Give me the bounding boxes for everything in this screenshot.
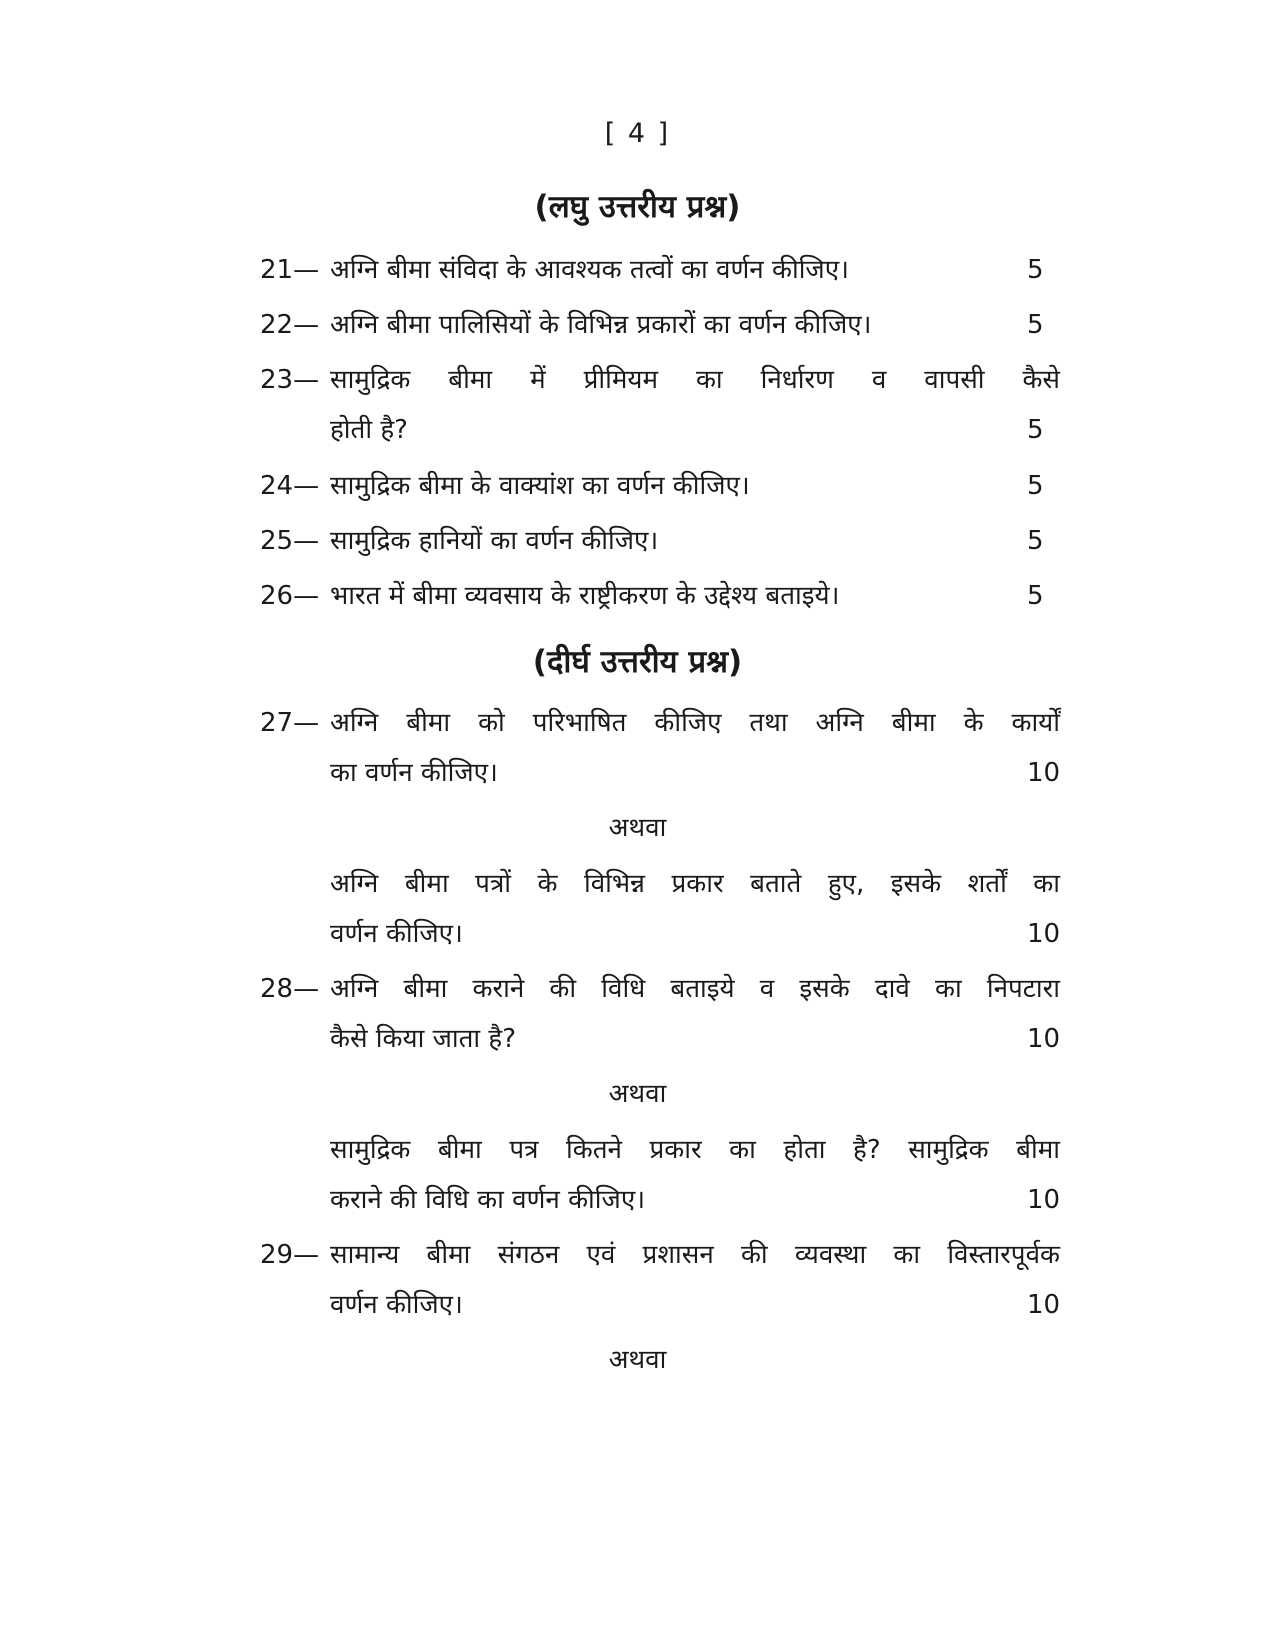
question-text: कराने की विधि का वर्णन कीजिए। bbox=[330, 1185, 646, 1215]
question-text: होती है? bbox=[330, 415, 408, 445]
question-27-continued bbox=[260, 753, 1060, 793]
question-text: अग्नि बीमा संविदा के आवश्यक तत्वों का वर्णन कीजिए। bbox=[330, 255, 849, 285]
question-23 bbox=[260, 360, 1060, 400]
question-text: सामुद्रिक बीमा के वाक्यांश का वर्णन कीजिए। bbox=[330, 471, 750, 501]
question-text: वर्णन कीजिए। bbox=[330, 919, 463, 949]
question-text: अग्नि बीमा पत्रों के विभिन्न प्रकार बताते हुए, इसके शर्तों का bbox=[330, 869, 1060, 899]
or-label: अथवा bbox=[608, 813, 667, 843]
question-number: 26— bbox=[260, 581, 320, 611]
question-marks: 5 bbox=[1027, 255, 1044, 285]
or-label: अथवा bbox=[608, 1345, 667, 1375]
question-29 bbox=[260, 1235, 1060, 1275]
question-24 bbox=[260, 466, 1060, 506]
question-number: 28— bbox=[260, 974, 320, 1004]
question-number: 23— bbox=[260, 365, 320, 395]
question-marks: 5 bbox=[1027, 415, 1044, 445]
question-number: 24— bbox=[260, 471, 320, 501]
question-marks: 10 bbox=[1027, 919, 1061, 949]
question-marks: 10 bbox=[1027, 1185, 1061, 1215]
question-27-alternative-continued bbox=[260, 914, 1060, 954]
question-marks: 10 bbox=[1027, 758, 1061, 788]
question-marks: 10 bbox=[1027, 1024, 1061, 1054]
question-text: वर्णन कीजिए। bbox=[330, 1290, 463, 1320]
or-label: अथवा bbox=[608, 1079, 667, 1109]
question-29-continued bbox=[260, 1285, 1060, 1325]
question-marks: 10 bbox=[1027, 1290, 1061, 1320]
short-answer-heading: (लघु उत्तरीय प्रश्न) bbox=[534, 189, 741, 225]
question-number: 21— bbox=[260, 255, 320, 285]
question-text: अग्नि बीमा पालिसियों के विभिन्न प्रकारों का वर्णन कीजिए। bbox=[330, 310, 872, 340]
question-27-alternative bbox=[260, 864, 1060, 904]
question-text: सामुद्रिक बीमा पत्र कितने प्रकार का होता है? सामुद्रिक बीमा bbox=[330, 1135, 1060, 1165]
question-text: सामुद्रिक हानियों का वर्णन कीजिए। bbox=[330, 526, 659, 556]
question-23-continued bbox=[260, 410, 1060, 450]
question-text: भारत में बीमा व्यवसाय के राष्ट्रीकरण के उद्देश्य बताइये। bbox=[330, 581, 840, 611]
question-21 bbox=[260, 250, 1060, 290]
question-number: 29— bbox=[260, 1240, 320, 1270]
question-25 bbox=[260, 521, 1060, 561]
question-text: सामान्य बीमा संगठन एवं प्रशासन की व्यवस्था का विस्तारपूर्वक bbox=[330, 1240, 1060, 1270]
question-number: 27— bbox=[260, 708, 320, 738]
question-28-continued bbox=[260, 1019, 1060, 1059]
question-number: 22— bbox=[260, 310, 320, 340]
question-text: अग्नि बीमा कराने की विधि बताइये व इसके दावे का निपटारा bbox=[330, 974, 1060, 1004]
question-text: सामुद्रिक बीमा में प्रीमियम का निर्धारण व वापसी कैसे bbox=[330, 365, 1060, 395]
question-22 bbox=[260, 305, 1060, 345]
question-marks: 5 bbox=[1027, 310, 1044, 340]
question-27 bbox=[260, 703, 1060, 743]
question-26 bbox=[260, 576, 1060, 616]
question-28-alternative bbox=[260, 1130, 1060, 1170]
page-number: [ 4 ] bbox=[604, 118, 671, 149]
long-answer-heading: (दीर्घ उत्तरीय प्रश्न) bbox=[532, 644, 743, 680]
question-number: 25— bbox=[260, 526, 320, 556]
question-text: अग्नि बीमा को परिभाषित कीजिए तथा अग्नि बीमा के कार्यों bbox=[330, 708, 1060, 738]
question-28 bbox=[260, 969, 1060, 1009]
question-marks: 5 bbox=[1027, 581, 1044, 611]
question-28-alternative-continued bbox=[260, 1180, 1060, 1220]
question-text: कैसे किया जाता है? bbox=[330, 1024, 517, 1054]
question-marks: 5 bbox=[1027, 526, 1044, 556]
question-text: का वर्णन कीजिए। bbox=[330, 758, 498, 788]
question-marks: 5 bbox=[1027, 471, 1044, 501]
